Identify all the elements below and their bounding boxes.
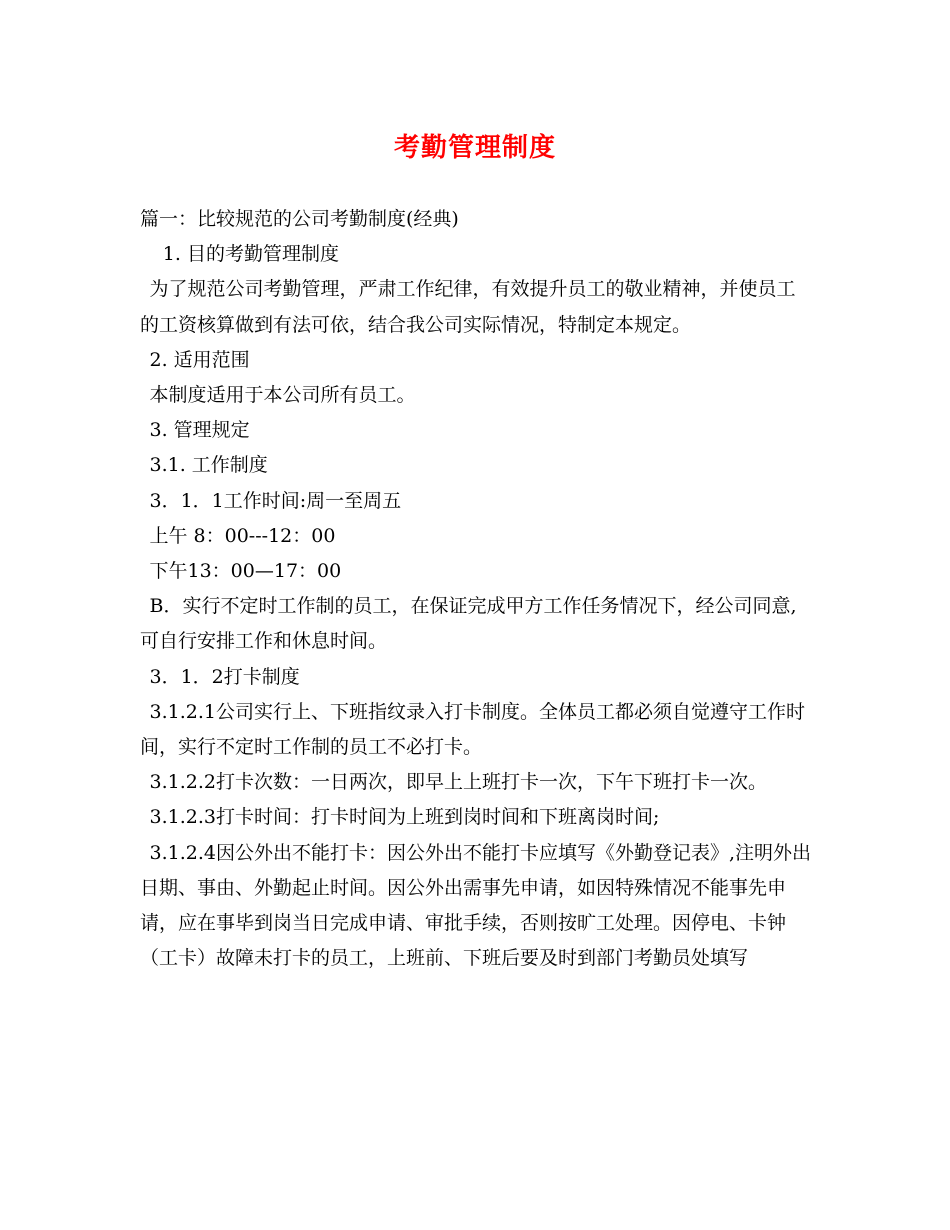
paragraph: B．实行不定时工作制的员工，在保证完成甲方工作任务情况下，经公司同意,可自行安排工作和休息时间。 [140,595,797,653]
paragraph: 1. 目的考勤管理制度 [162,243,339,266]
paragraph: 为了规范公司考勤管理，严肃工作纪律，有效提升员工的敬业精神，并使员工的工资核算做到有法可依，结合我公司实际情况，特制定本规定。 [140,278,796,336]
document-title: 考勤管理制度 [393,133,556,163]
paragraph: 3.1.2.4因公外出不能打卡：因公外出不能打卡应填写《外勤登记表》,注明外出日期、事由、外勤起止时间。因公外出需事先申请，如因特殊情况不能事先申请，应在事毕到岗当日完成申请、审批手续，否则按旷工处理。因停电、卡钟（工卡）故障未打卡的员工，上班前、下班后要及时到部门考勤员处填写 [140,841,812,970]
paragraph: 下午13：00—17：00 [149,560,342,583]
paragraph: 本制度适用于本公司所有员工。 [149,384,416,407]
paragraph: 3．1．1工作时间:周一至周五 [149,489,402,512]
document-body [140,202,812,976]
paragraph: 3．1．2打卡制度 [149,665,300,688]
paragraph: 上午 8：00---12：00 [149,524,336,547]
paragraph: 3.1.2.3打卡时间：打卡时间为上班到岗时间和下班离岗时间; [149,806,660,829]
paragraph: 3.1.2.1公司实行上、下班指纹录入打卡制度。全体员工都必须自觉遵守工作时间，实行不定时工作制的员工不必打卡。 [140,700,805,759]
paragraph: 3. 管理规定 [149,419,250,442]
paragraph: 篇一：比较规范的公司考勤制度(经典) [140,208,459,230]
paragraph: 3.1.2.2打卡次数：一日两次，即早上上班打卡一次，下午下班打卡一次。 [149,771,767,794]
paragraph: 2. 适用范围 [149,348,250,371]
paragraph: 3.1. 工作制度 [149,454,268,477]
